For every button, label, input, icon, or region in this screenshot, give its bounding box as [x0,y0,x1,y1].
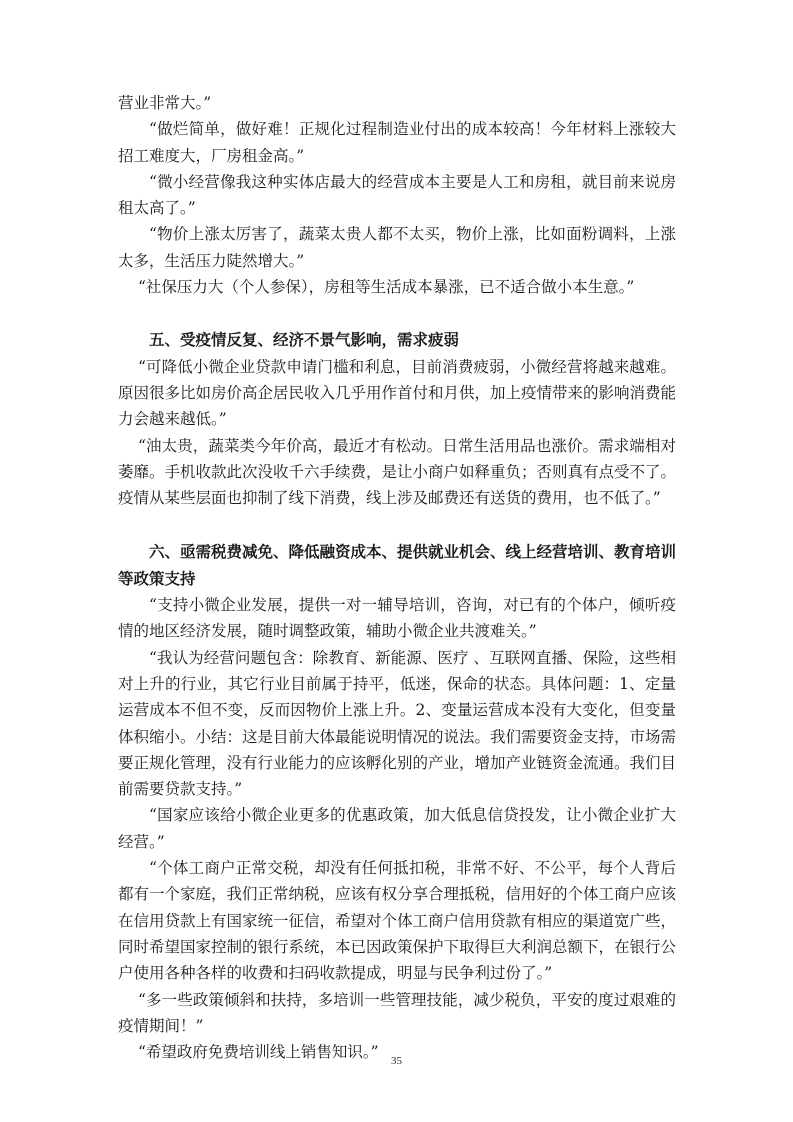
paragraph-continuation: 营业非常大。” [118,94,212,112]
quote-training-support: “支持小微企业发展，提供一对一辅导培训，咨询，对已有的个体户，倾听疫情的地区经济发展，随时调整政策，辅助小微企业共渡难关。” [118,596,676,641]
quote-oil-price: “油太贵，蔬菜类今年价高，最近才有松动。日常生活用品也涨价。需求端相对萎靡。手机收款此次没收千六手续费，是让小商户如释重负；否则真有点受不了。疫情从某些层面也抑制了线下消费，线上涉及邮费还有送货的费用，也不低了。” [118,436,677,508]
quote-tax-fairness: “个体工商户正常交税，却没有任何抵扣税，非常不好、不公平，每个人背后都有一个家庭，我们正常纳税，应该有权分享合理抵税，信用好的个体工商户应该在信用贷款上有国家统一征信，希望对个体工商户信用贷款有相应的渠道宽广些，同时希望国家控制的银行系统，本已因政策保护下取得巨大利润总额下，在银行公户使用各种各样的收费和扫码收款提成，明显与民争利过份了。” [118,859,677,983]
body-text [118,90,676,1065]
quote-policy-tilt: “多一些政策倾斜和扶持，多培训一些管理技能，减少税负，平安的度过艰难的疫情期间！” [118,990,676,1035]
quote-preferential-policy: “国家应该给小微企业更多的优惠政策，加大低息信贷投发，让小微企业扩大经营。” [118,806,676,851]
quote-social-security: “社保压力大（个人参保），房租等生活成本暴涨，已不适合做小本生意。” [138,278,635,297]
quote-manufacturing-cost: “做烂简单，做好难！正规化过程制造业付出的成本较高！今年材料上涨较大招工难度大，厂房租金高。” [118,120,676,165]
section-heading-5: 五、受疫情反复、经济不景气影响，需求疲弱 [149,330,460,350]
quote-price-rise: “物价上涨太厉害了，蔬菜太贵人都不太买，物价上涨，比如面粉调料，上涨太多，生活压力陡然增大。” [118,225,676,270]
page-number: 35 [391,1055,402,1067]
quote-loan-threshold: “可降低小微企业贷款申请门槛和利息，目前消费疲弱，小微经营将越来越难。原因很多比如房价高企居民收入几乎用作首付和月供，加上疫情带来的影响消费能力会越来越低。” [118,357,677,429]
section-heading-6: 六、亟需税费减免、降低融资成本、提供就业机会、线上经营培训、教育培训等政策支持 [118,542,677,588]
quote-business-problems: “我认为经营问题包含：除教育、新能源、医疗 、互联网直播、保险，这些相对上升的行业，其它行业目前属于持平，低迷，保命的状态。具体问题：1、定量运营成本不但不变，反而因物价上涨上升。2、变量运营成本没有大变化，但变量体积缩小。小结：这是目前大体最能说明情况的说法。我们需要资金支持，市场需要正规化管理，没有行业能力的应该孵化别的产业，增加产业链资金流通。我们目前需要贷款支持。” [118,648,677,799]
quote-rent-cost: “微小经营像我这种实体店最大的经营成本主要是人工和房租，就目前来说房租太高了。” [118,172,676,218]
quote-online-training: “希望政府免费培训线上销售知识。” [138,1043,379,1062]
